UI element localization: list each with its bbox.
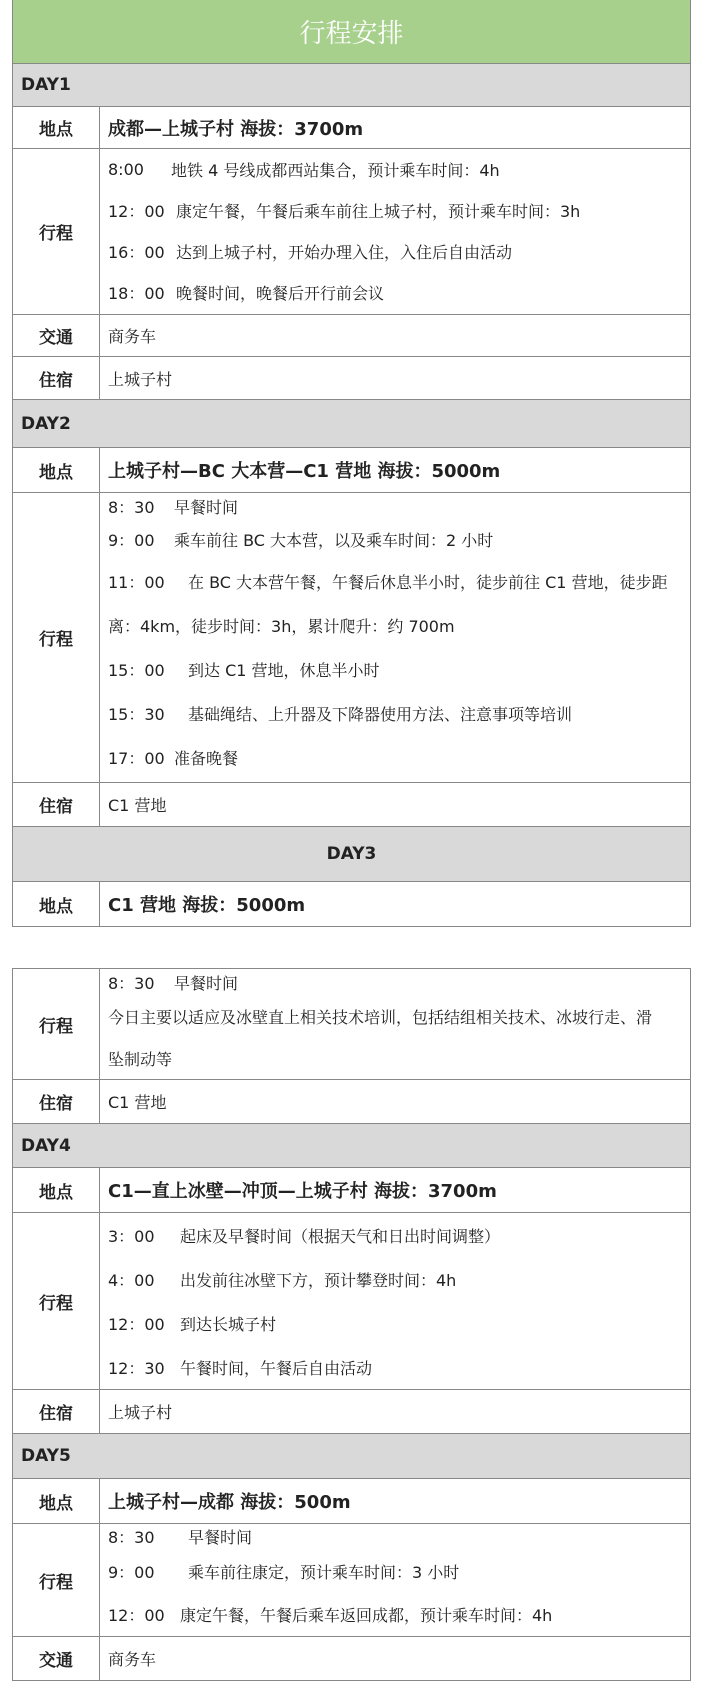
list-item: 8：30 早餐时间	[108, 1528, 253, 1548]
list-item: 16：00 达到上城子村，开始办理入住，入住后自由活动	[108, 243, 513, 262]
list-item: 15：00 到达 C1 营地，休息半小时	[108, 660, 380, 680]
day3-place-row	[13, 882, 690, 927]
day2-itinerary	[100, 493, 690, 782]
day5-header: DAY5	[13, 1434, 690, 1479]
itinerary-table-part2	[12, 968, 691, 1681]
day3-itinerary-row	[13, 969, 690, 1080]
day5-transport-row	[13, 1637, 690, 1681]
list-item: 12：00 到达长城子村	[108, 1314, 277, 1334]
list-item: 11：00 在 BC 大本营午餐，午餐后休息半小时，徒步前往 C1 营地，徒步距	[108, 572, 668, 592]
day5-place: 上城子村—成都 海拔：500m	[108, 1492, 351, 1513]
place-label: 地点	[13, 107, 100, 148]
itinerary-label: 行程	[13, 149, 100, 314]
list-item: 15：30 基础绳结、上升器及下降器使用方法、注意事项等培训	[108, 704, 573, 724]
day2-itinerary-row	[13, 493, 690, 783]
day4-lodging: 上城子村	[108, 1403, 173, 1422]
itinerary-label: 行程	[13, 493, 100, 782]
transport-label: 交通	[13, 1637, 100, 1680]
day1-header: DAY1	[13, 64, 690, 107]
list-item: 9：00 乘车前往 BC 大本营，以及乘车时间：2 小时	[108, 530, 494, 550]
list-item: 9：00 乘车前往康定，预计乘车时间：3 小时	[108, 1563, 460, 1583]
day3-header: DAY3	[13, 827, 690, 882]
day5-itinerary-row	[13, 1524, 690, 1637]
day3-itinerary	[100, 969, 690, 1079]
list-item-continuation: 坠制动等	[108, 1049, 173, 1069]
list-item: 8：30 早餐时间	[108, 497, 239, 517]
day2-place: 上城子村—BC 大本营—C1 营地 海拔：5000m	[108, 461, 501, 482]
list-item: 8:00 地铁 4 号线成都西站集合，预计乘车时间：4h	[108, 160, 500, 180]
day4-header: DAY4	[13, 1124, 690, 1168]
day1-place: 成都—上城子村 海拔：3700m	[108, 118, 364, 140]
lodging-label: 住宿	[13, 783, 100, 826]
itinerary-label: 行程	[13, 1213, 100, 1389]
list-item: 12：00 康定午餐，午餐后乘车返回成都，预计乘车时间：4h	[108, 1606, 553, 1626]
place-label: 地点	[13, 882, 100, 926]
day4-place: C1—直上冰壁—冲顶—上城子村 海拔：3700m	[108, 1181, 497, 1202]
day1-place-row	[13, 107, 690, 149]
itinerary-label: 行程	[13, 969, 100, 1079]
lodging-label: 住宿	[13, 1080, 100, 1123]
list-item: 8：30 早餐时间	[108, 973, 239, 993]
day1-lodging: 上城子村	[108, 369, 173, 389]
day4-lodging-row	[13, 1390, 690, 1434]
table-title: 行程安排	[13, 0, 690, 64]
day1-itinerary-row	[13, 149, 690, 315]
day3-place: C1 营地 海拔：5000m	[108, 895, 306, 916]
list-item: 今日主要以适应及冰壁直上相关技术培训，包括结组相关技术、冰坡行走、滑	[108, 1008, 653, 1028]
list-item: 18：00 晚餐时间，晚餐后开行前会议	[108, 284, 385, 303]
day2-lodging: C1 营地	[108, 796, 167, 815]
list-item: 12：30 午餐时间，午餐后自由活动	[108, 1358, 373, 1378]
lodging-label: 住宿	[13, 357, 100, 399]
day2-header: DAY2	[13, 400, 690, 448]
itinerary-table-part1	[12, 0, 691, 927]
day3-lodging: C1 营地	[108, 1093, 167, 1112]
place-label: 地点	[13, 1168, 100, 1212]
day5-itinerary	[100, 1524, 690, 1636]
list-item: 12：00 康定午餐，午餐后乘车前往上城子村，预计乘车时间：3h	[108, 202, 581, 221]
day4-itinerary	[100, 1213, 690, 1389]
day3-lodging-row	[13, 1080, 690, 1124]
itinerary-label: 行程	[13, 1524, 100, 1636]
lodging-label: 住宿	[13, 1390, 100, 1433]
place-label: 地点	[13, 448, 100, 492]
transport-label: 交通	[13, 315, 100, 356]
list-item: 3：00 起床及早餐时间（根据天气和日出时间调整）	[108, 1226, 501, 1246]
day5-place-row	[13, 1479, 690, 1524]
list-item-continuation: 离：4km，徒步时间：3h，累计爬升：约 700m	[108, 616, 455, 636]
day4-itinerary-row	[13, 1213, 690, 1390]
day1-transport: 商务车	[108, 327, 157, 346]
day5-transport: 商务车	[108, 1650, 157, 1669]
day4-place-row	[13, 1168, 690, 1213]
place-label: 地点	[13, 1479, 100, 1523]
day1-itinerary	[100, 149, 690, 314]
day1-transport-row	[13, 315, 690, 357]
day2-place-row	[13, 448, 690, 493]
day2-lodging-row	[13, 783, 690, 827]
list-item: 17：00 准备晚餐	[108, 748, 239, 768]
list-item: 4：00 出发前往冰壁下方，预计攀登时间：4h	[108, 1270, 457, 1290]
day1-lodging-row	[13, 357, 690, 400]
